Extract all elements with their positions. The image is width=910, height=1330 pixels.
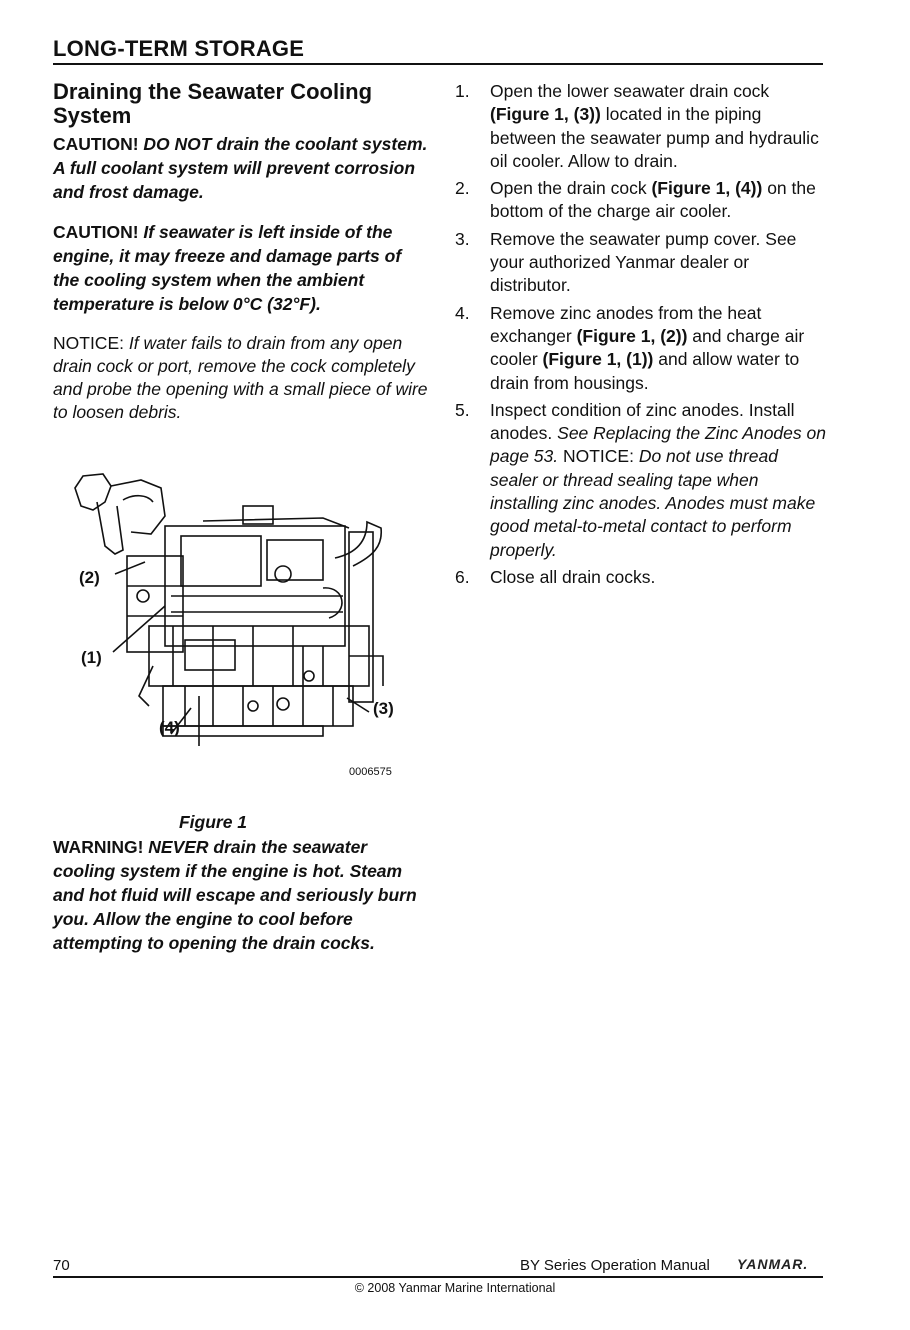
step-number: 3.: [455, 228, 470, 249]
step-text: Open the lower seawater drain cock: [490, 81, 770, 101]
step-text: Remove the seawater pump cover. See your authorized Yanmar dealer or distributor.: [490, 228, 797, 296]
figure-id: 0006575: [349, 766, 392, 778]
caution-2-label: CAUTION!: [53, 222, 139, 242]
step-item: [455, 302, 827, 395]
cross-reference: See Replacing the Zinc Anodes on page 53.: [490, 423, 826, 467]
section-heading: Draining the Seawater Cooling System: [53, 79, 373, 128]
step-text: on the bottom of the charge air cooler.: [490, 178, 816, 222]
caution-2: [53, 220, 428, 316]
step-number: 6.: [455, 566, 470, 587]
step-item: [455, 80, 827, 173]
figure-reference: (Figure 1, (2)): [576, 325, 688, 346]
page-number: 70: [53, 1257, 70, 1274]
footer-rule: [53, 1276, 823, 1278]
caution-1-text: DO NOT drain the coolant system. A full coolant system will prevent corrosion and frost damage.: [53, 134, 428, 202]
notice-label: NOTICE:: [53, 333, 124, 353]
notice-label: NOTICE:: [558, 446, 639, 467]
step-text: located in the piping between the seawater pump and hydraulic oil cooler. Allow to drain.: [490, 104, 819, 171]
step-text: and charge air cooler: [490, 325, 805, 370]
warning: [53, 835, 428, 955]
notice-text: If water fails to drain from any open drain cock or port, remove the cock completely and probe the opening with a small piece of wire to loosen debris.: [53, 333, 428, 422]
caution-2-text: If seawater is left inside of the engine, it may freeze and damage parts of the cooling system when the ambient temperature is below 0°C (32°F).: [53, 222, 402, 314]
step-item: [455, 228, 827, 298]
notice: [53, 332, 428, 424]
steps-column: [455, 80, 827, 593]
callout-4: (4): [159, 718, 180, 737]
yanmar-logo: YANMAR.: [737, 1256, 809, 1272]
callout-3: (3): [373, 699, 394, 718]
warning-label: WARNING!: [53, 837, 144, 857]
steps-list: [455, 80, 827, 589]
step-text: Open the drain cock: [490, 178, 652, 199]
warning-text: NEVER drain the seawater cooling system if the engine is hot. Steam and hot fluid will escape and seriously burn you. Allow the engine to cool before attempting to opening the drain cocks.: [53, 837, 417, 953]
engine-figure: [53, 436, 428, 821]
callout-1: (1): [81, 648, 102, 667]
caution-1: [53, 132, 428, 204]
step-item: [455, 177, 827, 224]
notice-text: Do not use thread sealer or thread sealing tape when installing zinc anodes. Anodes must make good metal-to-metal contact to perform properly.: [490, 446, 816, 560]
section-title: LONG-TERM STORAGE: [53, 36, 305, 61]
step-item: [455, 399, 827, 562]
figure-reference: (Figure 1, (3)): [490, 104, 601, 125]
figure-caption: Figure 1: [178, 812, 248, 832]
step-number: 4.: [455, 302, 470, 323]
left-column: [53, 80, 428, 955]
step-number: 1.: [455, 81, 470, 101]
callout-2: (2): [79, 568, 100, 587]
manual-title: BY Series Operation Manual: [520, 1257, 710, 1274]
step-text: Close all drain cocks.: [490, 566, 656, 587]
figure-reference: (Figure 1, (1)): [542, 349, 654, 370]
step-number: 5.: [455, 399, 470, 420]
caution-1-label: CAUTION!: [53, 134, 139, 154]
header-rule: [53, 63, 823, 65]
engine-illustration: [53, 436, 428, 821]
step-number: 2.: [455, 178, 470, 199]
figure-reference: (Figure 1, (4)): [651, 178, 763, 199]
step-text: Inspect condition of zinc anodes. Install anodes.: [490, 399, 795, 444]
step-item: [455, 566, 827, 589]
copyright: © 2008 Yanmar Marine International: [354, 1281, 556, 1295]
step-text: Remove zinc anodes from the heat exchanger: [490, 302, 762, 346]
step-text: and allow water to drain from housings.: [490, 349, 800, 393]
